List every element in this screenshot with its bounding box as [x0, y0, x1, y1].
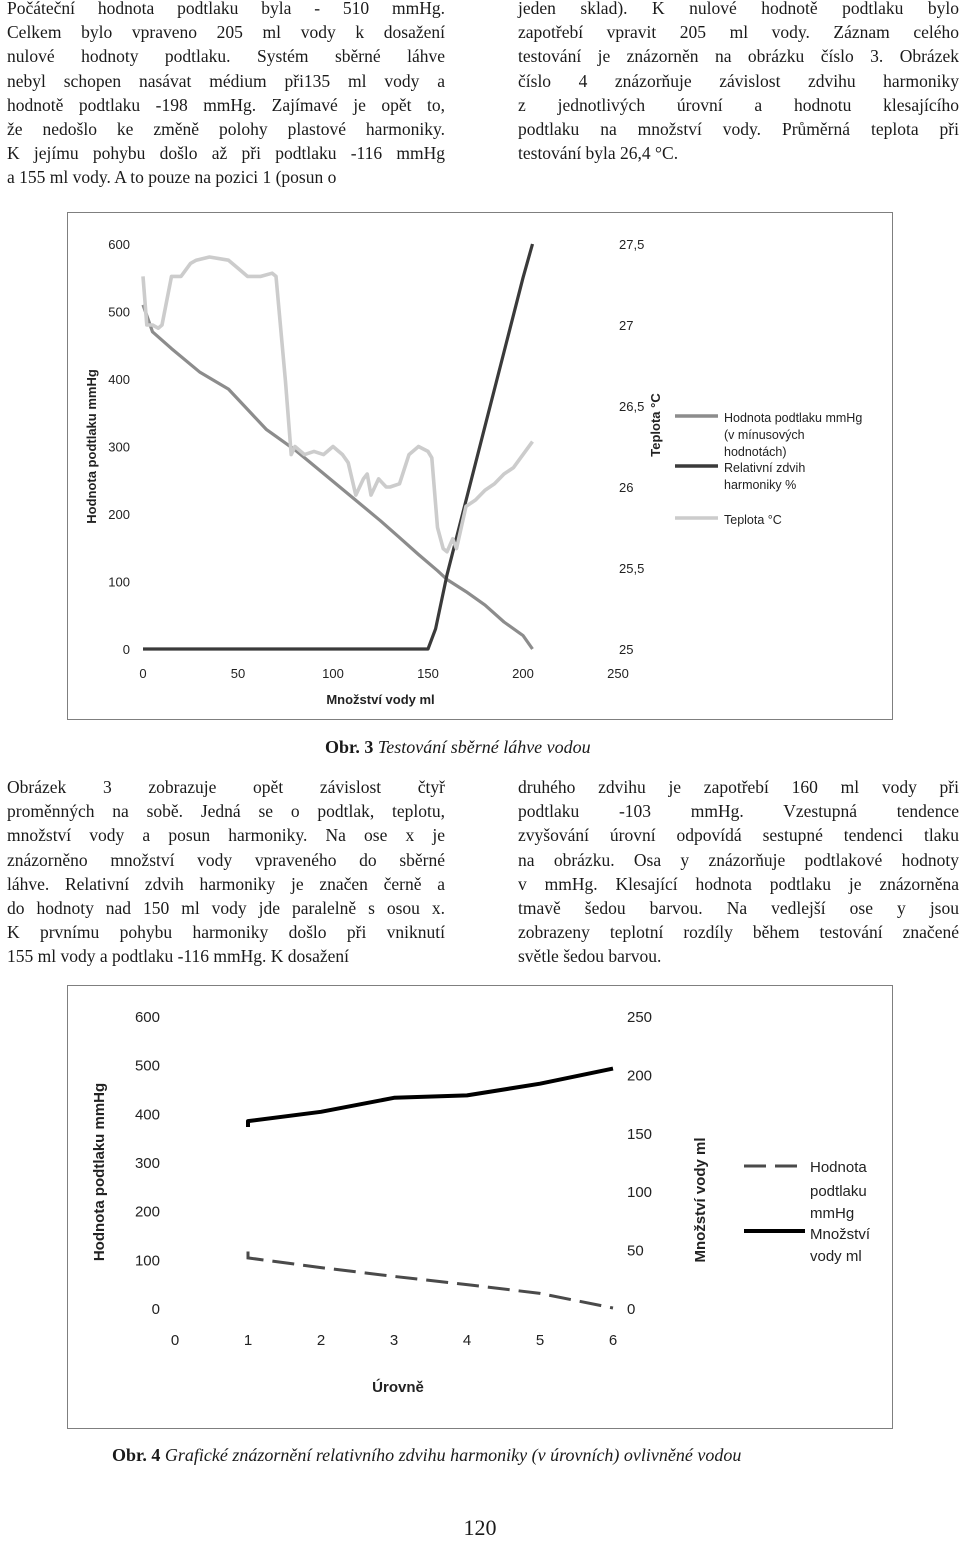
- y-tick-label: 0: [122, 642, 130, 657]
- y-tick-label: 0: [151, 1301, 160, 1318]
- text-line: zobrazeny teplotní rozdíly během testování značené: [518, 922, 959, 943]
- figure-4-caption: [112, 1445, 741, 1466]
- y2-tick-label: 26: [619, 480, 634, 495]
- y-tick-label: 500: [134, 1057, 160, 1075]
- x-tick-label: 3: [389, 1332, 399, 1349]
- text-line: Počáteční hodnota podtlaku byla - 510 mmHg.: [7, 0, 445, 18]
- series-water-line: [248, 1069, 613, 1127]
- figure-3-caption: [325, 737, 591, 758]
- text-line: na obrázku. Osa y znázorňuje podtlakové hodnoty: [518, 849, 959, 870]
- text-column-mid-left: [7, 775, 445, 969]
- y2-tick-label: 27: [619, 318, 634, 333]
- legend-label: Teplota °C: [724, 513, 782, 527]
- text-line: hodnotě podtlaku -198 mmHg. Zajímavé je opět to,: [7, 94, 445, 115]
- y2-tick-label: 250: [627, 1009, 653, 1026]
- y-tick-label: 200: [134, 1203, 160, 1221]
- text-line: zapotřebí vpravit 205 ml vody. Záznam celého: [518, 22, 959, 43]
- y-tick-label: 400: [108, 372, 130, 387]
- y2-tick-label: 0: [627, 1301, 636, 1318]
- x-tick-label: 250: [607, 666, 629, 681]
- y2-tick-label: 25: [619, 642, 634, 657]
- text-line: Obrázek 3 zobrazuje opět závislost čtyř: [7, 777, 445, 797]
- text-line: jeden sklad). K nulové hodnotě podtlaku bylo: [518, 0, 959, 18]
- x-axis-title: Množství vody ml: [326, 692, 435, 707]
- x-tick-label: 100: [322, 666, 344, 681]
- legend-label: podtlaku: [810, 1183, 867, 1200]
- series-lift-line: [143, 244, 533, 649]
- text-line: světle šedou barvou.: [518, 946, 662, 967]
- x-tick-label: 50: [230, 666, 246, 681]
- page-number: 120: [463, 1515, 497, 1540]
- text-line: testování byla 26,4 °C.: [518, 143, 679, 164]
- y-tick-label: 100: [134, 1252, 160, 1270]
- text-line: číslo 4 znázorňuje závislost zdvihu harmoniky: [518, 70, 959, 91]
- x-tick-label: 2: [316, 1332, 326, 1349]
- y2-axis-title: Teplota °C: [648, 393, 663, 457]
- y-tick-label: 200: [108, 507, 130, 522]
- x-tick-label: 0: [139, 666, 147, 681]
- text-line: K jejímu pohybu došlo až při podtlaku -116 mmHg: [7, 143, 445, 164]
- text-column-top-left: [7, 0, 445, 190]
- figure-3-caption-text: Testování sběrné láhve vodou: [377, 737, 591, 757]
- series-pressure-line: [143, 305, 533, 649]
- text-line: množství vody a posun harmoniky. Na ose x je: [7, 825, 445, 846]
- y2-tick-label: 150: [627, 1125, 653, 1143]
- legend-label: mmHg: [810, 1205, 855, 1222]
- x-tick-label: 200: [512, 666, 534, 681]
- y-tick-label: 600: [134, 1009, 160, 1026]
- legend-label: Množství: [810, 1226, 871, 1243]
- figure-4-caption-text: Grafické znázornění relativního zdvihu harmoniky (v úrovních) ovlivněné vodou: [164, 1445, 742, 1465]
- y2-tick-label: 100: [627, 1184, 653, 1202]
- legend-label: Hodnota podtlaku mmHg: [724, 411, 863, 425]
- y-axis-title: Hodnota podtlaku mmHg: [91, 1082, 108, 1262]
- figure-4-chart: [67, 985, 893, 1429]
- y2-tick-label: 27,5: [619, 237, 645, 252]
- y-tick-label: 300: [108, 439, 130, 455]
- text-line: nulové hodnoty podtlaku. Systém sběrné láhve: [7, 46, 445, 67]
- x-tick-label: 1: [243, 1332, 253, 1349]
- series-temperature-line: [143, 257, 533, 552]
- text-line: Celkem bylo vpraveno 205 ml vody k dosažení: [7, 22, 445, 43]
- text-line: a 155 ml vody. A to pouze na pozici 1 (posun o: [7, 167, 337, 188]
- text-line: znázorněno množství vody vpraveného do sběrné: [7, 849, 445, 870]
- text-line: podtlaku na množství vody. Průměrná teplota při: [518, 119, 959, 140]
- x-tick-label: 6: [608, 1332, 618, 1349]
- series-pressure-line: [248, 1252, 613, 1309]
- text-line: do hodnoty nad 150 ml vody jde paralelně s osou x.: [7, 898, 445, 919]
- y-tick-label: 400: [134, 1106, 160, 1124]
- text-line: v mmHg. Klesající hodnota podtlaku je znázorněna: [518, 873, 959, 894]
- text-line: z jednotlivých úrovní a hodnotu klesajícího: [518, 94, 959, 115]
- text-line: podtlaku -103 mmHg. Vzestupná tendence: [518, 801, 959, 822]
- text-line: že nedošlo ke změně polohy plastové harmoniky.: [7, 119, 445, 140]
- figure-3-caption-label: Obr. 3: [325, 737, 374, 757]
- text-line: zvyšování úrovní odpovídá sestupné tendenci tlaku: [518, 825, 959, 846]
- figure-3-chart: [67, 212, 893, 720]
- legend-label: vody ml: [810, 1248, 862, 1265]
- figure-3-svg: [68, 213, 892, 719]
- text-line: druhého zdvihu je zapotřebí 160 ml vody při: [518, 777, 959, 797]
- y2-tick-label: 26,5: [619, 399, 645, 414]
- x-tick-label: 5: [535, 1332, 545, 1349]
- legend-label: harmoniky %: [724, 478, 797, 492]
- y-tick-label: 600: [108, 237, 130, 252]
- y2-tick-label: 50: [627, 1242, 644, 1260]
- legend-label: Hodnota: [810, 1159, 867, 1176]
- legend-label: (v mínusových: [724, 428, 805, 442]
- x-tick-label: 4: [462, 1332, 472, 1349]
- x-tick-label: 0: [170, 1332, 180, 1349]
- text-line: proměnných na sobě. Jedná se o podtlak, teplotu,: [7, 801, 445, 822]
- y-axis-title: Hodnota podtlaku mmHg: [84, 369, 99, 524]
- text-line: nebyl schopen nasávat médium při135 ml vody a: [7, 70, 445, 91]
- x-tick-label: 150: [417, 666, 439, 681]
- y-tick-label: 500: [108, 304, 130, 320]
- y-tick-label: 300: [134, 1155, 160, 1172]
- y2-tick-label: 25,5: [619, 561, 645, 576]
- text-line: láhve. Relativní zdvih harmoniky je značen černě a: [7, 873, 445, 894]
- y2-axis-title: Množství vody ml: [692, 1137, 709, 1263]
- text-column-mid-right: [518, 775, 959, 969]
- y2-tick-label: 200: [627, 1067, 653, 1085]
- x-axis-title: Úrovně: [372, 1379, 424, 1396]
- legend-label: Relativní zdvih: [724, 461, 806, 475]
- text-line: 155 ml vody a podtlaku -116 mmHg. K dosažení: [7, 946, 350, 967]
- figure-4-svg: [68, 986, 892, 1428]
- text-line: testování je znázorněn na obrázku číslo 3. Obrázek: [518, 46, 959, 67]
- text-line: tmavě šedou barvou. Na vedlejší ose y jsou: [518, 898, 959, 919]
- text-line: K prvnímu pohybu harmoniky došlo při vniknutí: [7, 922, 445, 943]
- y-tick-label: 100: [108, 574, 130, 590]
- legend-label: hodnotách): [724, 445, 787, 459]
- text-column-top-right: [518, 0, 959, 165]
- figure-4-caption-label: Obr. 4: [112, 1445, 161, 1465]
